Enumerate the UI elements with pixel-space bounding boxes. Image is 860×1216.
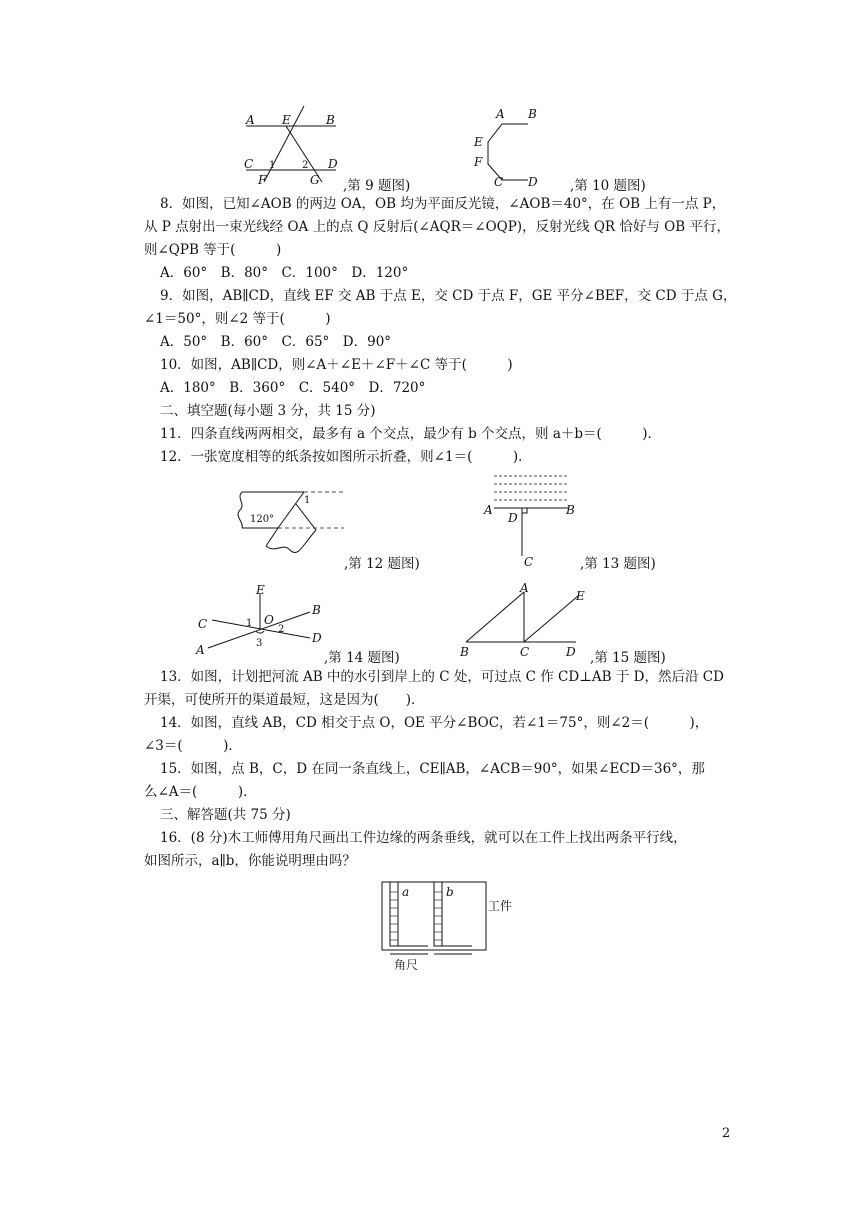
label-C: C xyxy=(524,555,534,569)
figure-q9 xyxy=(236,104,356,186)
figure-q14 xyxy=(194,584,326,656)
label-C: C xyxy=(520,645,530,659)
label-1: 1 xyxy=(246,618,253,629)
q16-line1: 16．(8 分)木工师傅用角尺画出工件边缘的两条垂线，就可以在工件上找出两条平行线， xyxy=(160,830,687,846)
label-A: A xyxy=(246,113,255,127)
page-number: 2 xyxy=(722,1126,731,1141)
q13-line1: 13．如图，计划把河流 AB 中的水引到岸上的 C 处，可过点 C 作 CD⊥AB 于 D，然后沿 CD xyxy=(160,669,724,685)
label-A: A xyxy=(496,107,505,121)
q9-line1: 9．如图，AB∥CD，直线 EF 交 AB 于点 E，交 CD 于点 F，GE 平分∠BEF，交 CD 于点 G， xyxy=(160,288,737,304)
q10-options: A．180° B．360° C．540° D．720° xyxy=(160,380,426,396)
label-2: 2 xyxy=(302,160,309,171)
caption-fig13: ,第 13 题图) xyxy=(580,556,656,572)
figure-q16 xyxy=(372,878,532,972)
q14-line2: ∠3＝( )． xyxy=(144,738,242,754)
q8-line2: 从 P 点射出一束光线经 OA 上的点 Q 反射后(∠AQR＝∠OQP)，反射光线 QR 恰好与 OB 平行， xyxy=(144,219,730,235)
label-gongjian: 工件 xyxy=(488,899,513,913)
caption-fig15: ,第 15 题图) xyxy=(590,650,666,666)
q8-line1: 8．如图，已知∠AOB 的两边 OA，OB 均为平面反光镜，∠AOB＝40°，在 OB 上有一点 P， xyxy=(160,196,726,212)
figure-q10 xyxy=(466,104,558,188)
q15-line2: 么∠A＝( )． xyxy=(144,784,257,800)
q14-line1: 14．如图，直线 AB，CD 相交于点 O，OE 平分∠BOC，若∠1＝75°，则∠2＝( )， xyxy=(160,715,709,731)
label-A: A xyxy=(484,503,493,517)
q13-line2: 开渠，可使所开的渠道最短，这是因为( )． xyxy=(144,692,425,708)
q11: 11．四条直线两两相交，最多有 a 个交点，最少有 b 个交点，则 a＋b＝( )． xyxy=(160,426,662,442)
q15-line1: 15．如图，点 B，C，D 在同一条直线上，CE∥AB，∠ACB＝90°，如果∠ECD＝36°，那 xyxy=(160,761,705,777)
label-b: b xyxy=(446,885,454,899)
q12: 12．一张宽度相等的纸条按如图所示折叠，则∠1＝( )． xyxy=(160,449,532,465)
label-D: D xyxy=(508,511,518,525)
label-C: C xyxy=(198,617,208,631)
label-B: B xyxy=(566,503,575,517)
section-fill-blank-heading: 二、填空题(每小题 3 分，共 15 分) xyxy=(160,403,376,419)
figure-q12 xyxy=(232,484,348,560)
label-a: a xyxy=(402,885,410,899)
label-1: 1 xyxy=(304,495,311,506)
label-O: O xyxy=(264,613,274,627)
label-F: F xyxy=(474,155,483,169)
label-E: E xyxy=(256,584,265,597)
section-answer-heading: 三、解答题(共 75 分) xyxy=(160,807,291,823)
label-1: 1 xyxy=(269,160,276,171)
label-3: 3 xyxy=(256,638,263,649)
q9-line2: ∠1＝50°，则∠2 等于( ) xyxy=(144,311,331,327)
label-E: E xyxy=(282,113,291,127)
caption-fig10: ,第 10 题图) xyxy=(570,178,646,194)
label-2: 2 xyxy=(278,624,285,635)
label-D: D xyxy=(312,631,322,645)
label-B: B xyxy=(460,645,469,659)
q9-options: A．50° B．60° C．65° D．90° xyxy=(160,334,392,350)
q10-line1: 10．如图，AB∥CD，则∠A＋∠E＋∠F＋∠C 等于( ) xyxy=(160,357,513,373)
label-C: C xyxy=(494,175,504,188)
label-A: A xyxy=(520,581,529,595)
label-E: E xyxy=(474,135,483,149)
label-E: E xyxy=(576,589,585,603)
q8-options: A．60° B．80° C．100° D．120° xyxy=(160,265,409,281)
label-G: G xyxy=(310,173,320,186)
label-D: D xyxy=(328,157,338,171)
label-B: B xyxy=(326,113,335,127)
label-D: D xyxy=(566,645,576,659)
label-jiaochi: 角尺 xyxy=(394,958,419,972)
q16-line2: 如图所示，a∥b，你能说明理由吗？ xyxy=(144,853,356,869)
label-C: C xyxy=(244,157,254,171)
figure-q15 xyxy=(454,580,590,660)
label-A: A xyxy=(196,643,205,656)
caption-fig12: ,第 12 题图) xyxy=(344,556,420,572)
caption-fig9: ,第 9 题图) xyxy=(343,178,411,194)
label-F: F xyxy=(258,173,267,186)
label-120: 120° xyxy=(250,514,275,525)
label-B: B xyxy=(312,603,321,617)
q8-line3: 则∠QPB 等于( ) xyxy=(144,242,282,258)
label-B: B xyxy=(528,107,537,121)
label-D: D xyxy=(528,175,538,188)
caption-fig14: ,第 14 题图) xyxy=(324,650,400,666)
figure-q13 xyxy=(482,470,578,570)
